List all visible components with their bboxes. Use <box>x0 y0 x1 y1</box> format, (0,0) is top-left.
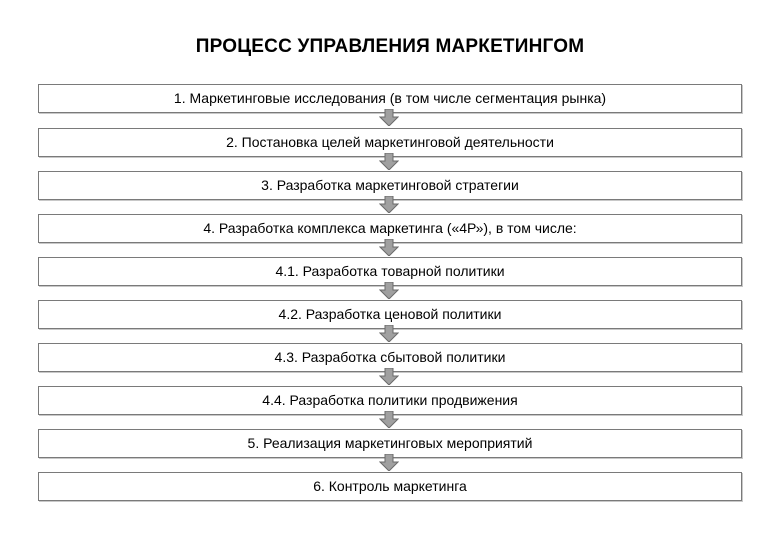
step-4: 4. Разработка комплекса маркетинга («4Р»), в том числе: <box>38 214 742 243</box>
down-arrow-icon <box>379 411 399 428</box>
down-arrow-icon <box>379 454 399 471</box>
down-arrow-icon <box>379 196 399 213</box>
step-2: 2. Постановка целей маркетинговой деятельности <box>38 128 742 157</box>
step-4-3: 4.3. Разработка сбытовой политики <box>38 343 742 372</box>
down-arrow-icon <box>379 153 399 170</box>
down-arrow-icon <box>379 325 399 342</box>
step-4-4: 4.4. Разработка политики продвижения <box>38 386 742 415</box>
down-arrow-icon <box>379 239 399 256</box>
down-arrow-icon <box>379 282 399 299</box>
step-5: 5. Реализация маркетинговых мероприятий <box>38 429 742 458</box>
down-arrow-icon <box>379 368 399 385</box>
step-6: 6. Контроль маркетинга <box>38 472 742 501</box>
step-3: 3. Разработка маркетинговой стратегии <box>38 171 742 200</box>
step-4-1: 4.1. Разработка товарной политики <box>38 257 742 286</box>
step-1: 1. Маркетинговые исследования (в том числе сегментация рынка) <box>38 84 742 113</box>
step-4-2: 4.2. Разработка ценовой политики <box>38 300 742 329</box>
down-arrow-icon <box>379 109 399 126</box>
diagram-title: ПРОЦЕСС УПРАВЛЕНИЯ МАРКЕТИНГОМ <box>195 36 585 57</box>
